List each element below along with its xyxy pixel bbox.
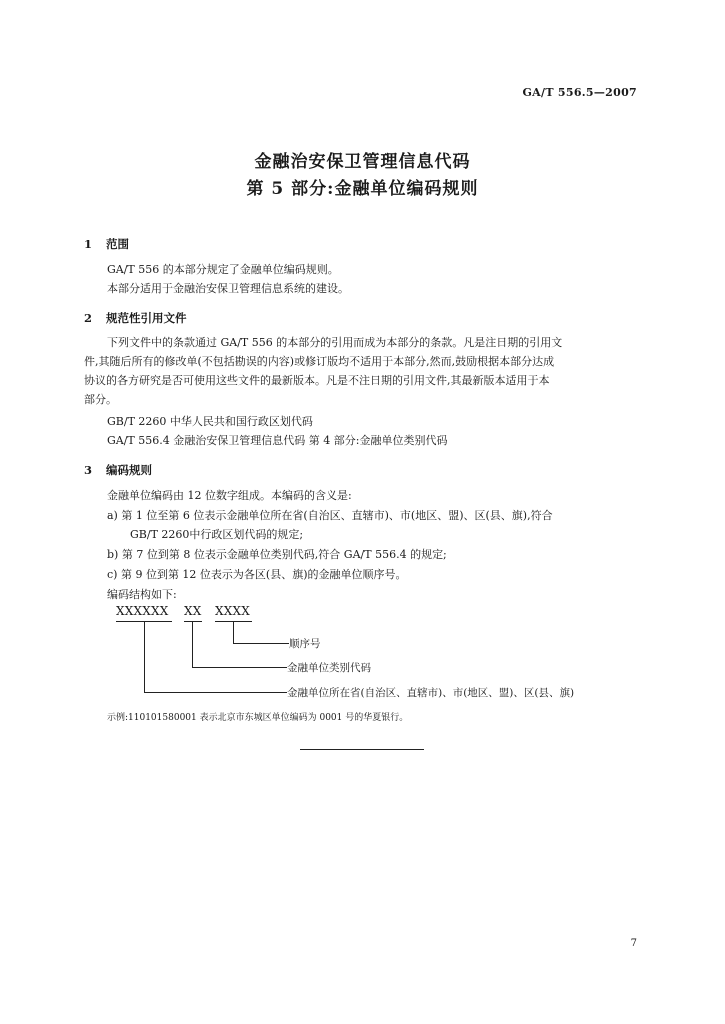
- connector-category-horizontal: [192, 667, 287, 668]
- label-category-code: 金融单位类别代码: [287, 662, 371, 674]
- list-item-a-continued: GB/T 2260中行政区划代码的规定;: [130, 528, 304, 541]
- connector-region-vertical: [144, 621, 145, 692]
- section-title: 范围: [106, 237, 129, 251]
- example-note: 示例:110101580001 表示北京市东城区单位编码为 0001 号的华夏银行。: [107, 713, 409, 723]
- code-segment-sequence: XXXX: [215, 604, 250, 618]
- document-title-line1: 金融治安保卫管理信息代码: [254, 152, 471, 172]
- section-3-intro: 金融单位编码由 12 位数字组成。本编码的含义是:: [107, 489, 352, 502]
- section-2-line-2: 件,其随后所有的修改单(不包括勘误的内容)或修订版均不适用于本部分,然而,鼓励根据本部分达成: [84, 355, 555, 368]
- section-number: 3: [84, 463, 93, 477]
- list-item-a: a) 第 1 位至第 6 位表示金融单位所在省(自治区、直辖市)、市(地区、盟)、区(县、旗),符合: [107, 509, 553, 522]
- connector-sequence-horizontal: [233, 643, 289, 644]
- structure-intro: 编码结构如下:: [107, 588, 177, 601]
- document-title-line2: 第 5 部分:金融单位编码规则: [246, 179, 479, 199]
- reference-gbt-2260: GB/T 2260 中华人民共和国行政区划代码: [107, 415, 313, 428]
- page-number: 7: [630, 938, 637, 949]
- label-region-code: 金融单位所在省(自治区、直辖市)、市(地区、盟)、区(县、旗): [287, 687, 575, 699]
- connector-sequence-vertical: [233, 621, 234, 643]
- standard-number: GA/T 556.5—2007: [522, 86, 637, 99]
- label-sequence-number: 顺序号: [289, 638, 321, 650]
- section-3-heading: [84, 462, 152, 478]
- underline-category: [184, 621, 202, 622]
- reference-gat-556-4: GA/T 556.4 金融治安保卫管理信息代码 第 4 部分:金融单位类别代码: [107, 434, 448, 447]
- end-rule: [300, 749, 424, 750]
- section-number: 2: [84, 311, 93, 325]
- section-1-heading: [84, 236, 129, 252]
- section-2-line-1: 下列文件中的条款通过 GA/T 556 的本部分的引用而成为本部分的条款。凡是注日期的引用文: [107, 336, 563, 349]
- section-number: 1: [84, 237, 93, 251]
- section-2-line-4: 部分。: [84, 393, 117, 406]
- section-2-line-3: 协议的各方研究是否可使用这些文件的最新版本。凡是不注日期的引用文件,其最新版本适用于本: [84, 374, 550, 387]
- section-title: 编码规则: [106, 463, 152, 477]
- section-1-para-1: GA/T 556 的本部分规定了金融单位编码规则。: [107, 263, 339, 276]
- connector-region-horizontal: [144, 692, 287, 693]
- section-2-heading: [84, 310, 187, 326]
- section-1-para-2: 本部分适用于金融治安保卫管理信息系统的建设。: [107, 282, 349, 295]
- connector-category-vertical: [192, 621, 193, 667]
- list-item-c: c) 第 9 位到第 12 位表示为各区(县、旗)的金融单位顺序号。: [107, 568, 407, 581]
- section-title: 规范性引用文件: [106, 311, 187, 325]
- code-segment-category: XX: [184, 604, 202, 618]
- code-segment-region: XXXXXX: [116, 604, 169, 618]
- list-item-b: b) 第 7 位到第 8 位表示金融单位类别代码,符合 GA/T 556.4 的规定;: [107, 548, 447, 561]
